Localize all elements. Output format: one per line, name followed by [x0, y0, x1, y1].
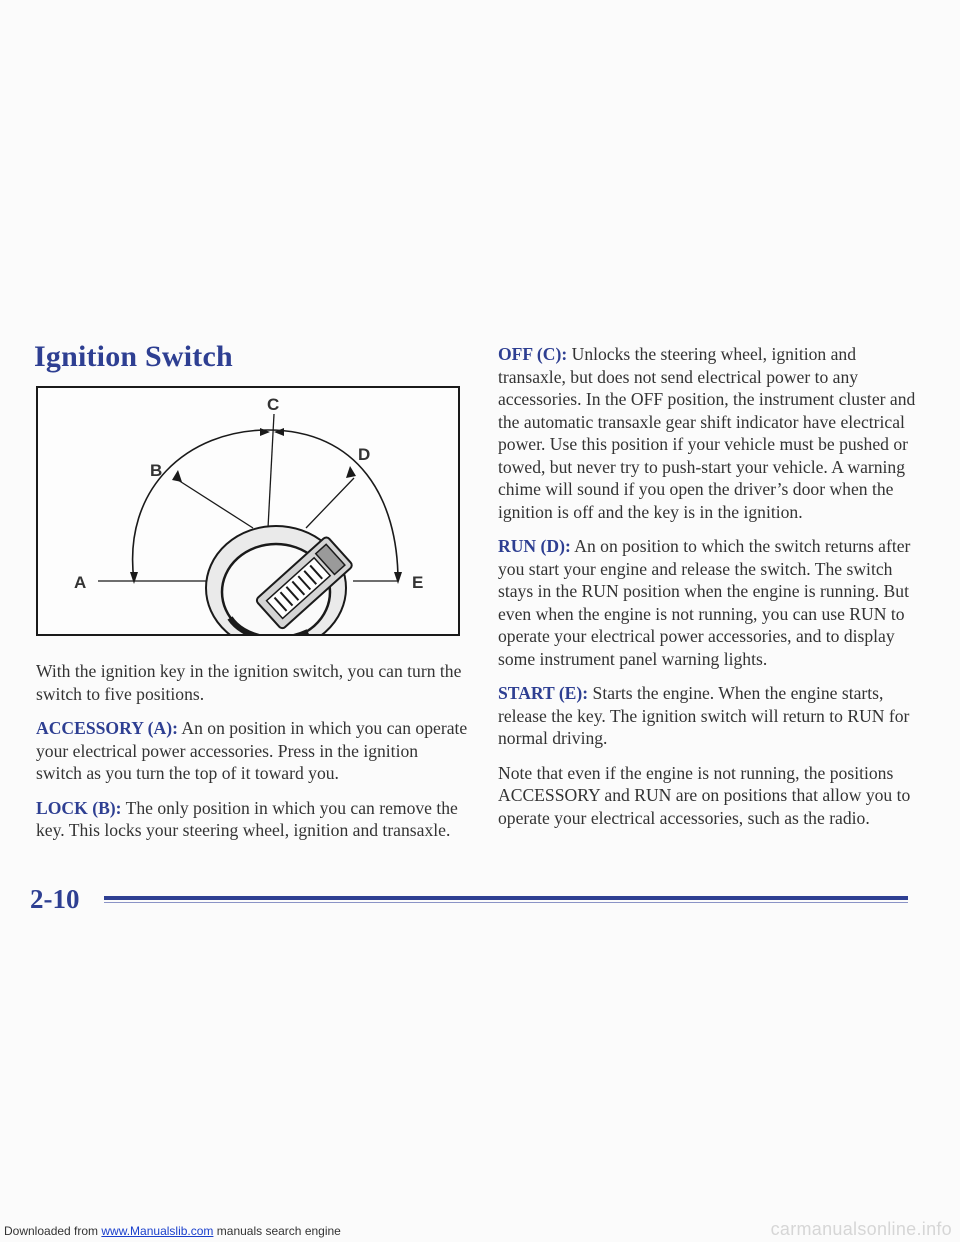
- arrow-d: [346, 466, 356, 478]
- arrow-c-right: [274, 428, 284, 436]
- ignition-switch-illustration: [38, 388, 458, 634]
- start-paragraph: [498, 682, 928, 750]
- off-text: Unlocks the steering wheel, ignition and transaxle, but does not send electrical power to any accessories. In the OFF position, the instrument cluster and the automatic transaxle gear shift indicator have electrical power. Use this position if your vehicle must be pushed or towed, but never try to push-start your vehicle. A warning chime will sound if you open the driver’s door when the ignition is off and the key is in the ignition.: [498, 344, 916, 522]
- accessory-paragraph: [36, 717, 468, 785]
- label-e: E: [412, 573, 424, 592]
- lock-text: The only position in which you can remove the key. This locks your steering wheel, ignition and transaxle.: [36, 797, 458, 840]
- section-title: Ignition Switch: [34, 340, 233, 373]
- label-a: A: [74, 573, 87, 592]
- start-text: Starts the engine. When the engine starts, release the key. The ignition switch will return to RUN for normal driving.: [498, 683, 910, 748]
- intro-paragraph: With the ignition key in the ignition switch, you can turn the switch to five positions.: [36, 661, 462, 704]
- arrow-e: [394, 572, 402, 584]
- label-b: B: [150, 461, 163, 480]
- accessory-text: An on position in which you can operate your electrical power accessories. Press in the ignition switch as you turn the top of it toward you.: [36, 718, 468, 783]
- page-number: 2-10: [30, 884, 80, 914]
- leader-d: [306, 478, 354, 528]
- lock-term: LOCK (B):: [36, 797, 122, 818]
- off-term: OFF (C):: [498, 344, 568, 364]
- run-text: An on position to which the switch returns after you start your engine and release the switch. The switch stays in the RUN position when the engine is running. But even when the engine is not running, you can use RUN to operate your electrical power accessories, and to display some instrument panel warning lights.: [498, 536, 911, 669]
- off-paragraph: [498, 343, 928, 523]
- arrow-a: [130, 572, 138, 584]
- arrow-c-left: [260, 428, 270, 436]
- arrow-b: [172, 470, 182, 482]
- watermark: carmanualsonline.info: [770, 1219, 952, 1239]
- run-term: RUN (D):: [498, 536, 571, 556]
- footer-rule-thin: [104, 902, 908, 903]
- left-column: [36, 660, 468, 854]
- lock-paragraph: [36, 797, 468, 842]
- leader-b: [178, 480, 253, 528]
- footer-rule: [104, 896, 908, 900]
- label-d: D: [358, 445, 371, 464]
- accessory-term: ACCESSORY (A):: [36, 718, 178, 738]
- ignition-switch-diagram: [36, 386, 460, 636]
- leader-c: [268, 414, 274, 528]
- label-c: C: [267, 395, 280, 414]
- note-paragraph: Note that even if the engine is not running, the positions ACCESSORY and RUN are on positions that allow you to operate your electrical accessories, such as the radio.: [498, 762, 911, 828]
- download-source-line: [4, 1224, 341, 1238]
- download-prefix: Downloaded from: [4, 1224, 102, 1238]
- manualslib-link[interactable]: www.Manualslib.com: [101, 1224, 214, 1238]
- start-term: START (E):: [498, 683, 589, 703]
- download-suffix: manuals search engine: [213, 1224, 341, 1238]
- run-paragraph: [498, 535, 928, 670]
- right-column: [498, 343, 928, 841]
